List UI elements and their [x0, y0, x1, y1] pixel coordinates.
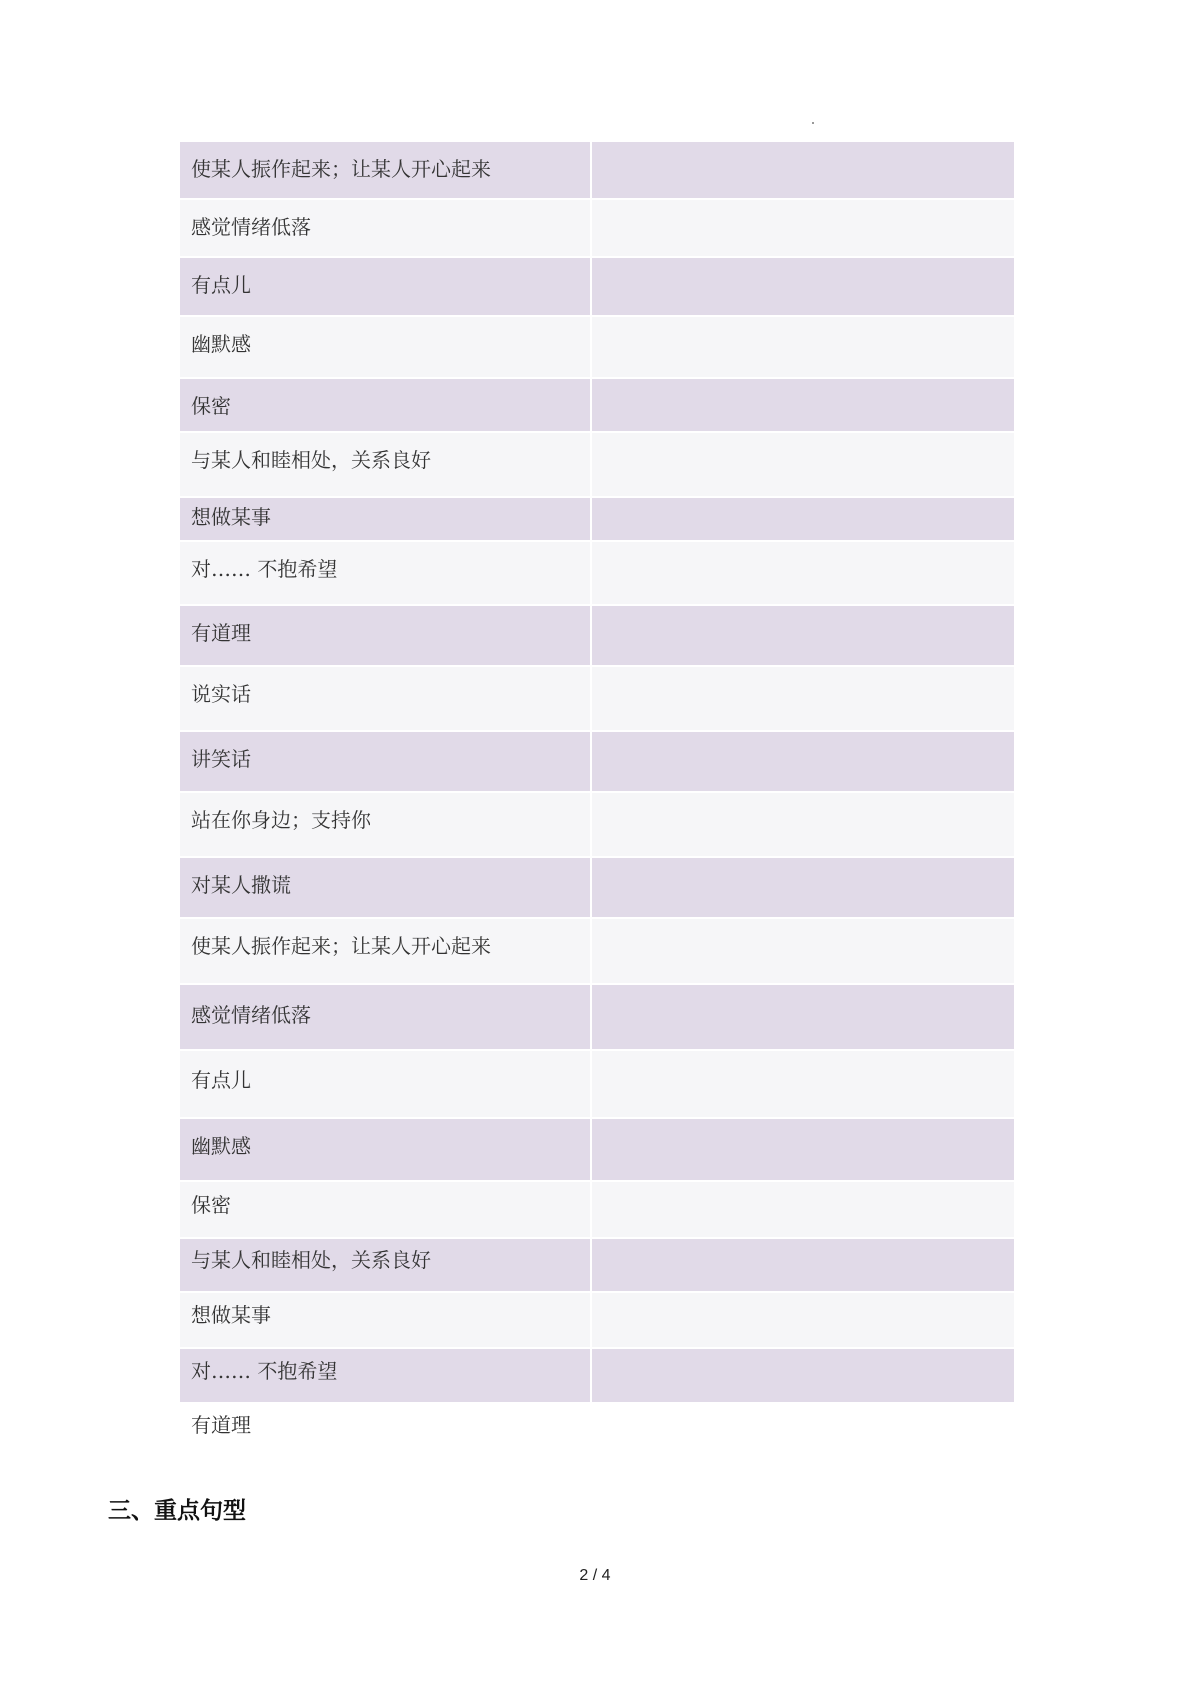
chinese-phrase-cell: 感觉情绪低落	[180, 985, 592, 1049]
answer-cell[interactable]	[592, 258, 1014, 315]
page-number: 2 / 4	[579, 1567, 611, 1584]
table-row	[180, 542, 1014, 606]
answer-cell[interactable]	[592, 1239, 1014, 1291]
answer-cell[interactable]	[592, 1293, 1014, 1347]
answer-cell[interactable]	[592, 317, 1014, 377]
table-row	[180, 667, 1014, 732]
answer-cell[interactable]	[592, 793, 1014, 856]
chinese-phrase-cell: 有道理	[180, 606, 592, 665]
chinese-phrase-cell: 有道理	[191, 1413, 251, 1437]
answer-cell[interactable]	[592, 1119, 1014, 1180]
answer-cell[interactable]	[592, 732, 1014, 791]
chinese-phrase-cell: 与某人和睦相处，关系良好	[180, 1239, 592, 1291]
answer-cell[interactable]	[592, 667, 1014, 730]
table-row	[180, 317, 1014, 379]
chinese-phrase-cell: 想做某事	[180, 1293, 592, 1347]
chinese-phrase-cell: 对…… 不抱希望	[180, 1349, 592, 1402]
chinese-phrase-cell: 使某人振作起来；让某人开心起来	[180, 142, 592, 198]
answer-cell[interactable]	[592, 542, 1014, 604]
table-row	[180, 793, 1014, 858]
table-row	[180, 1404, 1014, 1454]
table-row	[180, 985, 1014, 1051]
table-row	[180, 1119, 1014, 1182]
answer-cell[interactable]	[592, 1051, 1014, 1117]
section-heading: 三、重点句型	[108, 1498, 246, 1524]
answer-cell[interactable]	[592, 985, 1014, 1049]
chinese-phrase-cell: 保密	[180, 1182, 592, 1237]
table-row	[180, 498, 1014, 542]
chinese-phrase-cell: 保密	[180, 379, 592, 431]
answer-cell[interactable]	[592, 433, 1014, 496]
vocab-table	[180, 142, 1014, 1454]
chinese-phrase-cell: 对…… 不抱希望	[180, 542, 592, 604]
table-row	[180, 606, 1014, 667]
chinese-phrase-cell: 有点儿	[180, 1051, 592, 1117]
chinese-phrase-cell: 讲笑话	[180, 732, 592, 791]
chinese-phrase-cell: 幽默感	[180, 317, 592, 377]
chinese-phrase-cell: 感觉情绪低落	[180, 200, 592, 256]
answer-cell[interactable]	[592, 498, 1014, 540]
chinese-phrase-cell: 使某人振作起来；让某人开心起来	[180, 919, 592, 983]
table-row	[180, 200, 1014, 258]
chinese-phrase-cell: 与某人和睦相处，关系良好	[180, 433, 592, 496]
answer-cell[interactable]	[592, 379, 1014, 431]
chinese-phrase-cell: 站在你身边；支持你	[180, 793, 592, 856]
table-row	[180, 1349, 1014, 1404]
chinese-phrase-cell: 幽默感	[180, 1119, 592, 1180]
answer-cell[interactable]	[592, 1404, 1014, 1454]
answer-cell[interactable]	[592, 142, 1014, 198]
table-row	[180, 732, 1014, 793]
chinese-phrase-cell: 想做某事	[180, 498, 592, 540]
table-row	[180, 1239, 1014, 1293]
table-row	[180, 379, 1014, 433]
table-row	[180, 919, 1014, 985]
answer-cell[interactable]	[592, 919, 1014, 983]
table-row	[180, 1051, 1014, 1119]
table-row	[180, 858, 1014, 919]
table-row	[180, 433, 1014, 498]
chinese-phrase-cell: 有点儿	[180, 258, 592, 315]
table-row	[180, 142, 1014, 200]
answer-cell[interactable]	[592, 606, 1014, 665]
table-row	[180, 1293, 1014, 1349]
chinese-phrase-cell: 说实话	[180, 667, 592, 730]
table-row	[180, 1182, 1014, 1239]
chinese-phrase-cell: 对某人撒谎	[180, 858, 592, 917]
answer-cell[interactable]	[592, 200, 1014, 256]
scan-dot	[812, 122, 814, 124]
table-row	[180, 258, 1014, 317]
answer-cell[interactable]	[592, 858, 1014, 917]
answer-cell[interactable]	[592, 1182, 1014, 1237]
answer-cell[interactable]	[592, 1349, 1014, 1402]
